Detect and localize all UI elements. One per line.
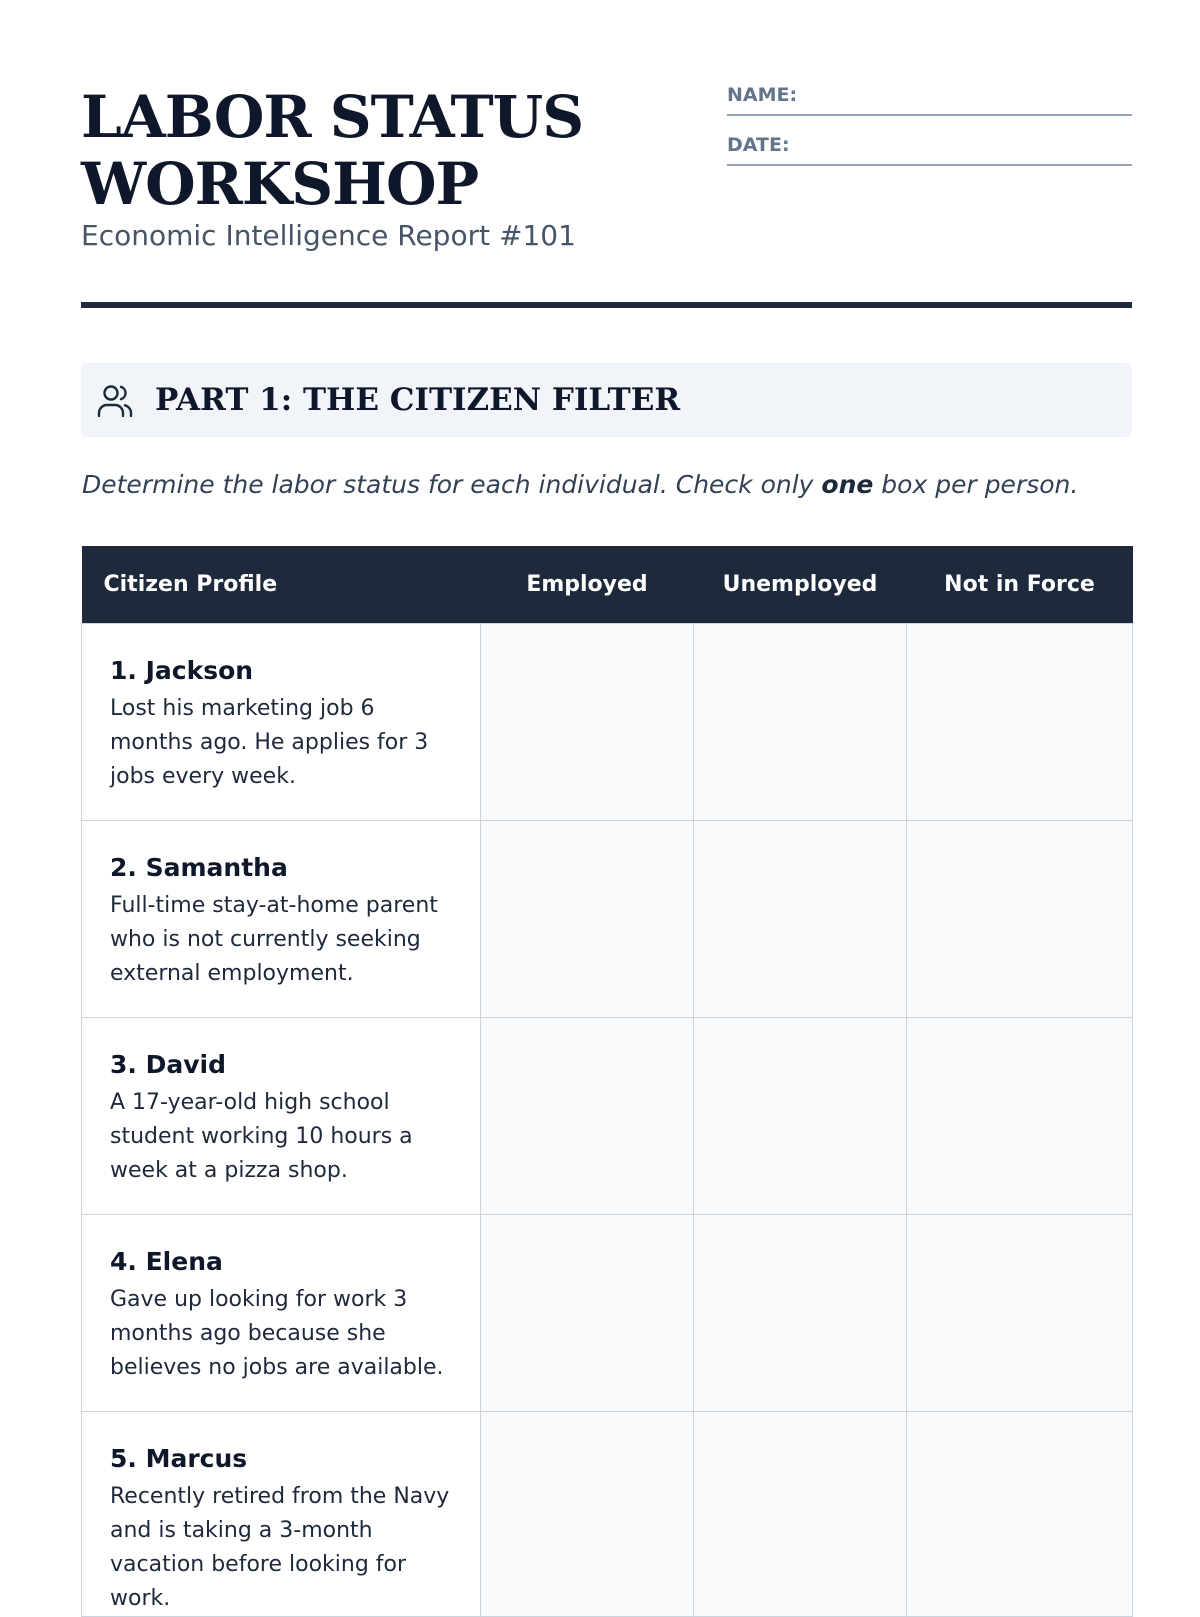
name-field[interactable] — [727, 84, 1132, 116]
header-divider — [81, 302, 1132, 308]
unemployed-checkbox-cell[interactable] — [694, 1018, 907, 1215]
labor-status-table — [81, 546, 1133, 1617]
unemployed-checkbox-cell[interactable] — [694, 821, 907, 1018]
citizen-name: 5. Marcus — [110, 1444, 248, 1473]
unemployed-checkbox-cell[interactable] — [694, 1215, 907, 1412]
citizen-profile-cell — [82, 821, 481, 1018]
table-row — [82, 1412, 1133, 1617]
employed-checkbox-cell[interactable] — [481, 1215, 694, 1412]
not-in-force-checkbox-cell[interactable] — [907, 1412, 1133, 1617]
not-in-force-checkbox-cell[interactable] — [907, 1018, 1133, 1215]
citizen-description: Recently retired from the Navy and is taking a 3-month vacation before looking for work. — [110, 1484, 450, 1611]
employed-checkbox-cell[interactable] — [481, 1018, 694, 1215]
name-label: NAME: — [727, 84, 798, 106]
table-row — [82, 624, 1133, 821]
citizen-description: Gave up looking for work 3 months ago because she believes no jobs are available. — [110, 1287, 444, 1380]
instructions-emphasis: one — [821, 470, 874, 499]
citizen-description: A 17-year-old high school student working 10 hours a week at a pizza shop. — [110, 1090, 413, 1183]
student-info — [727, 84, 1132, 184]
not-in-force-checkbox-cell[interactable] — [907, 624, 1133, 821]
users-icon — [95, 381, 135, 421]
column-header-employed: Employed — [481, 546, 694, 624]
not-in-force-checkbox-cell[interactable] — [907, 1215, 1133, 1412]
page-header — [81, 84, 1132, 304]
column-header-not-in-force: Not in Force — [907, 546, 1133, 624]
section-header — [81, 363, 1132, 437]
citizen-name: 1. Jackson — [110, 656, 254, 685]
instructions — [82, 468, 1142, 502]
citizen-table — [81, 546, 1132, 1617]
citizen-profile-cell — [82, 1412, 481, 1617]
table-row — [82, 1215, 1133, 1412]
not-in-force-checkbox-cell[interactable] — [907, 821, 1133, 1018]
page-title: LABOR STATUS WORKSHOP — [81, 83, 584, 218]
citizen-name: 4. Elena — [110, 1247, 223, 1276]
employed-checkbox-cell[interactable] — [481, 821, 694, 1018]
citizen-name: 2. Samantha — [110, 853, 288, 882]
citizen-profile-cell — [82, 624, 481, 821]
date-label: DATE: — [727, 134, 790, 156]
citizen-profile-cell — [82, 1215, 481, 1412]
page-subtitle: Economic Intelligence Report #101 — [81, 219, 576, 252]
citizen-description: Lost his marketing job 6 months ago. He applies for 3 jobs every week. — [110, 696, 429, 789]
instructions-text-end: box per person. — [873, 470, 1079, 499]
citizen-name: 3. David — [110, 1050, 226, 1079]
unemployed-checkbox-cell[interactable] — [694, 624, 907, 821]
unemployed-checkbox-cell[interactable] — [694, 1412, 907, 1617]
column-header-unemployed: Unemployed — [694, 546, 907, 624]
section-title: PART 1: THE CITIZEN FILTER — [155, 382, 681, 418]
citizen-profile-cell — [82, 1018, 481, 1215]
employed-checkbox-cell[interactable] — [481, 1412, 694, 1617]
employed-checkbox-cell[interactable] — [481, 624, 694, 821]
date-field[interactable] — [727, 134, 1132, 166]
table-header-row — [82, 546, 1133, 624]
table-row — [82, 1018, 1133, 1215]
instructions-text: Determine the labor status for each individual. Check only — [82, 470, 822, 499]
citizen-description: Full-time stay-at-home parent who is not currently seeking external employment. — [110, 893, 438, 986]
table-row — [82, 821, 1133, 1018]
column-header-profile: Citizen Profile — [82, 546, 481, 624]
